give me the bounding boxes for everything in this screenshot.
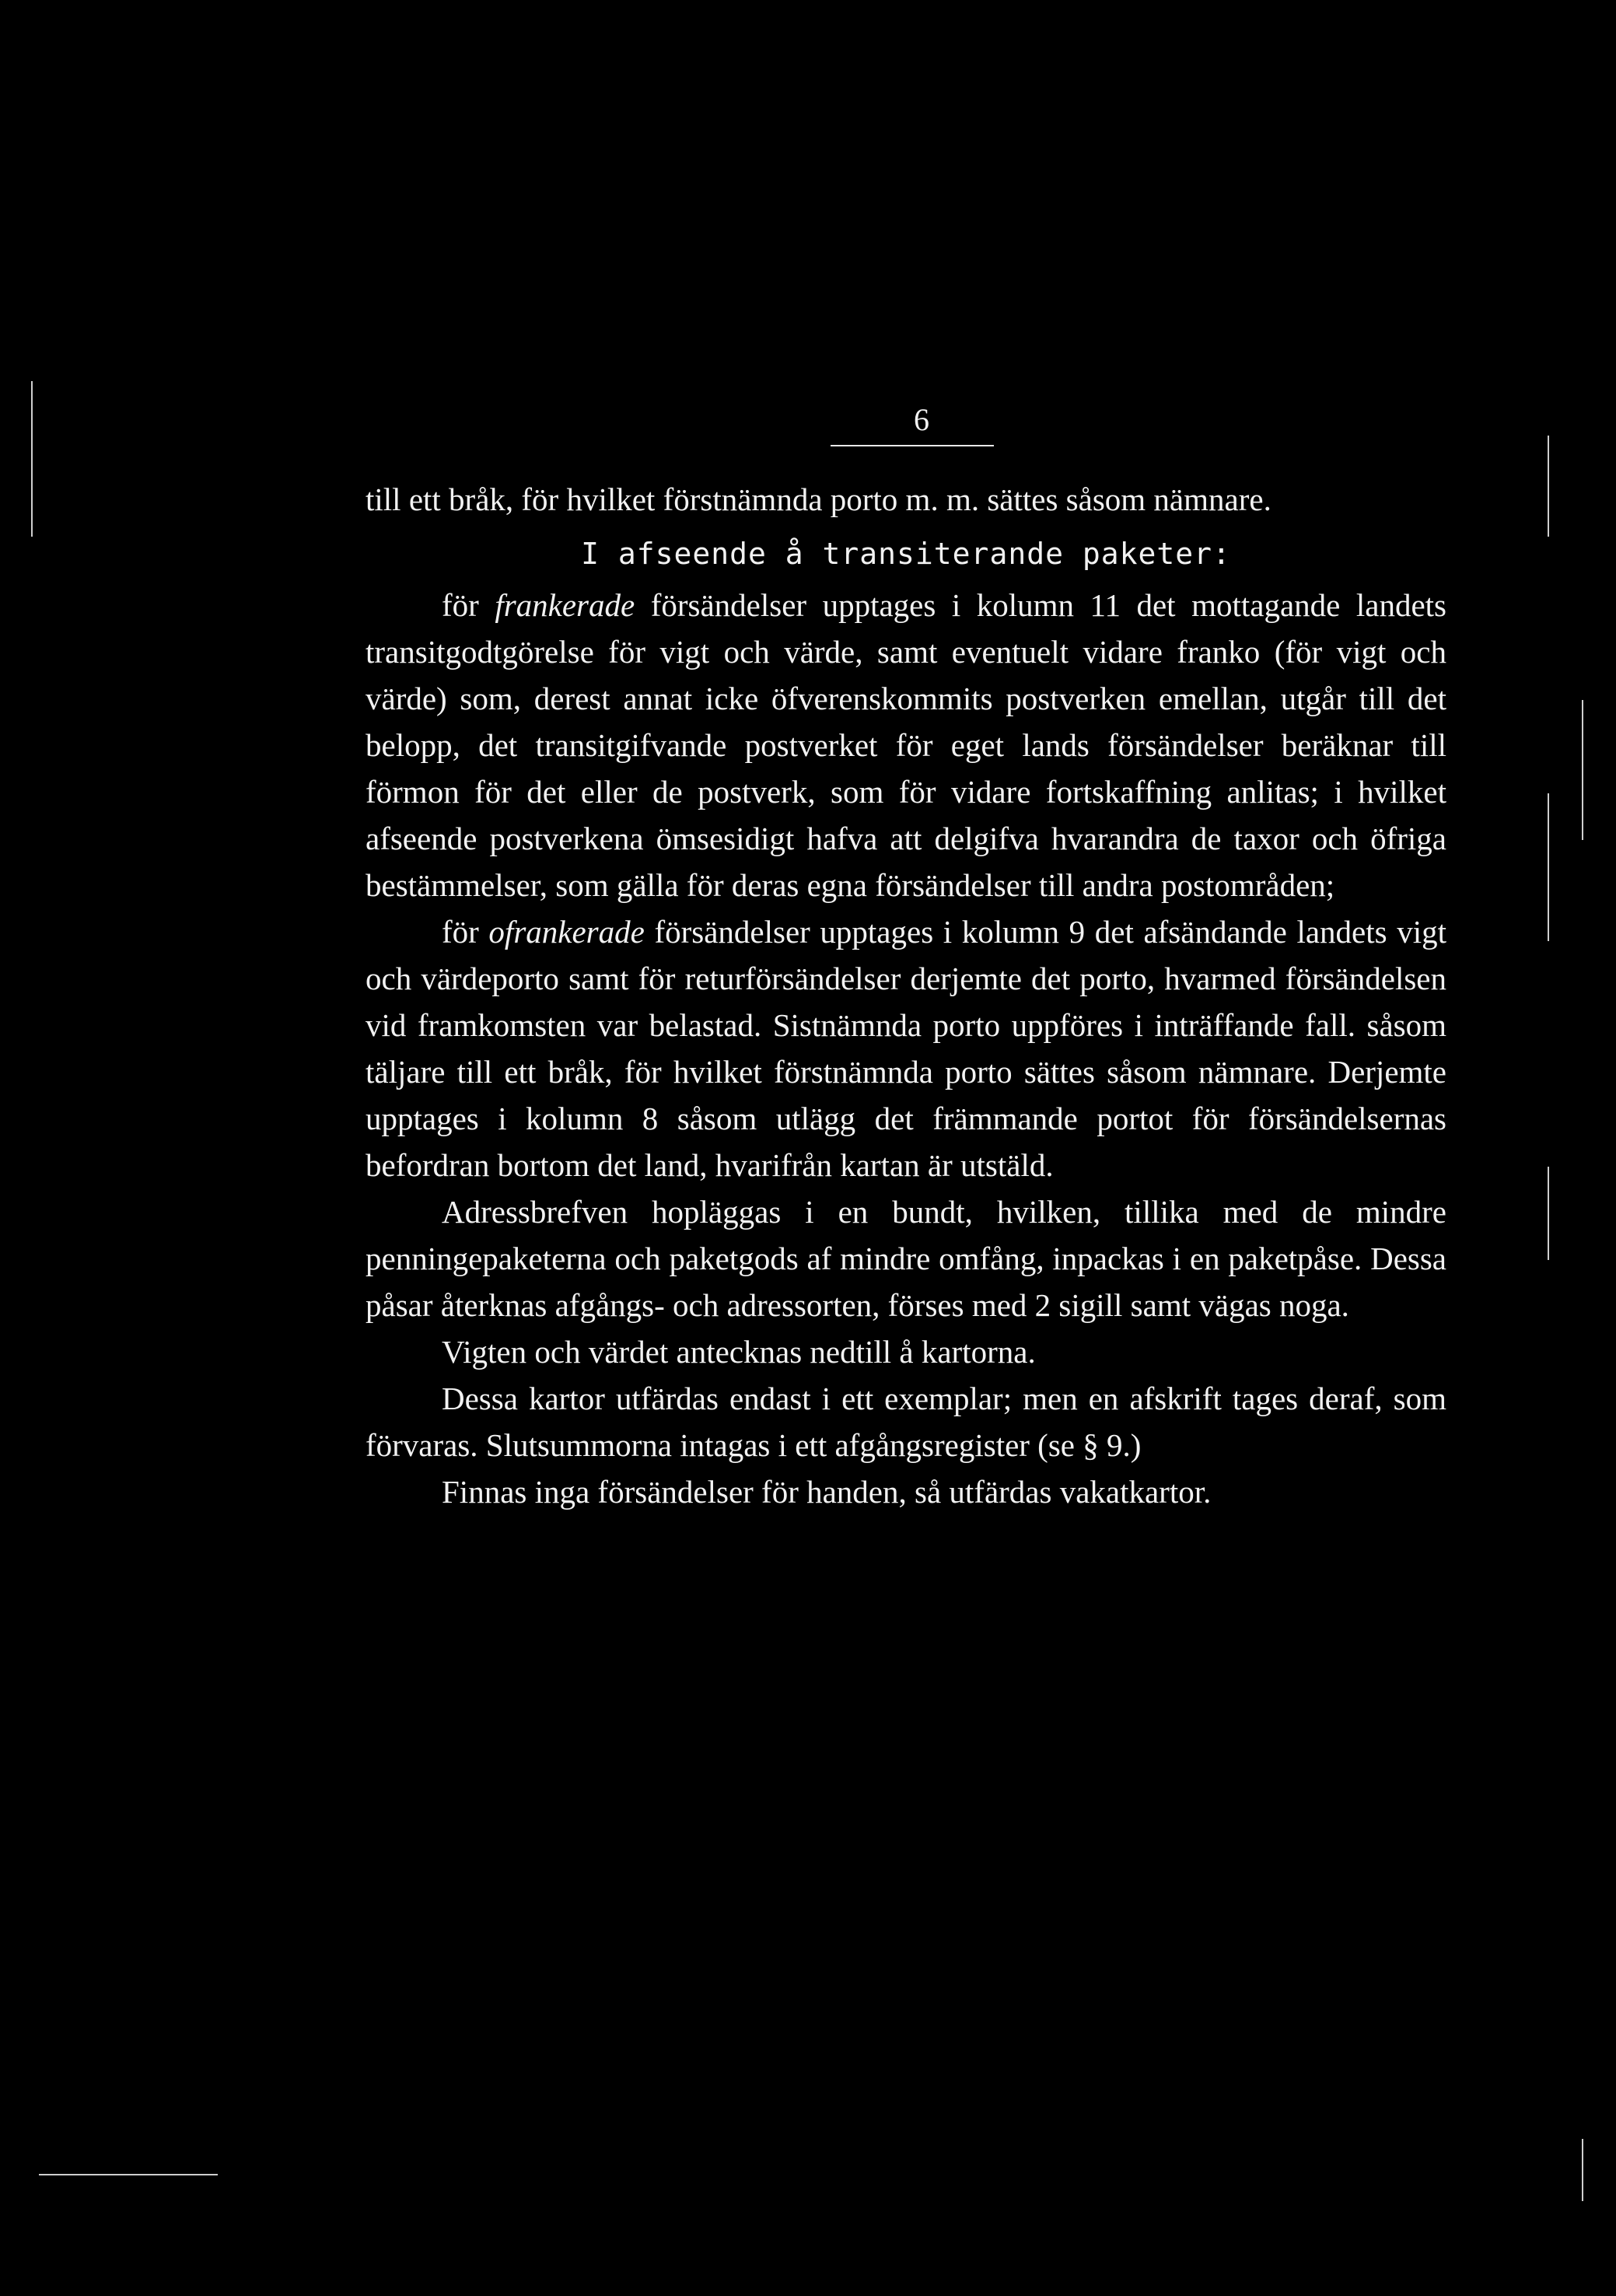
paragraph-text: försändelser upptages i kolumn 9 det afsändande landets vigt och värdeporto samt för returförsändelser derjemte det porto, hvarmed försändelsen vid framkomsten var belastad. Sistnämnda porto uppföres i inträffande fall. såsom täljare till ett bråk, för hvilket förstnämnda porto sättes såsom nämnare. Derjemte upptages i kolumn 8 såsom utlägg det främmande portot för försändelsernas befordran bortom det land, hvarifrån kartan är utstäld. (366, 914, 1446, 1183)
page-number-rule (831, 445, 994, 446)
scan-mark-right-1 (1548, 436, 1549, 537)
scan-mark-right-2 (1582, 700, 1583, 840)
page-number: 6 (914, 402, 929, 437)
paragraph-text: Dessa kartor utfärdas endast i ett exemplar; men en afskrift tages deraf, som förvaras. Slutsummorna intagas i ett afgångsregister (se § 9.) (366, 1381, 1446, 1463)
paragraphs (366, 476, 1446, 1515)
text-block (366, 404, 1446, 1515)
paragraph-text: I afseende å transiterande paketer: (581, 537, 1231, 571)
paragraph-text: till ett bråk, för hvilket förstnämnda porto m. m. sättes såsom nämnare. (366, 481, 1271, 517)
scan-mark-right-3 (1548, 793, 1549, 941)
paragraph-p7 (366, 1375, 1446, 1468)
paragraph-text: Adressbrefven hopläggas i en bundt, hvilken, tillika med de mindre penningepaketerna och paketgods af mindre omfång, inpackas i en paketpåse. Dessa påsar återknas afgångs- och adressorten, förses med 2 sigill samt vägas noga. (366, 1194, 1446, 1323)
paragraph-text: Finnas inga försändelser för handen, så utfärdas vakatkartor. (442, 1474, 1212, 1510)
scan-mark-right-5 (1582, 2139, 1583, 2201)
emphasis-text: frankerade (495, 587, 635, 623)
paragraph-p8 (366, 1468, 1446, 1515)
paragraph-text: för (442, 587, 495, 623)
paragraph-text: försändelser upptages i kolumn 11 det mottagande landets transitgodtgörelse för vigt och värde, samt eventuelt vidare franko (för vigt och värde) som, derest annat icke öfverenskommits postverken emellan, utgår till det belopp, det transitgifvande postverket för eget lands försändelser beräknar till förmon för det eller de postverk, som för vidare fortskaffning anlitas; i hvilket afseende postverkena ömsesidigt hafva att delgifva hvarandra de taxor och öfriga bestämmelser, som gälla för deras egna försändelser till andra postområden; (366, 587, 1446, 903)
scan-mark-bottom (39, 2174, 218, 2175)
scan-mark-left (31, 381, 33, 537)
paragraph-text: Vigten och värdet antecknas nedtill å kartorna. (442, 1334, 1036, 1370)
paragraph-p4 (366, 908, 1446, 1188)
paragraph-text: för (442, 914, 489, 950)
paragraph-p5 (366, 1188, 1446, 1328)
paragraph-p1 (366, 476, 1446, 523)
scan-mark-right-4 (1548, 1167, 1549, 1260)
paragraph-p3 (366, 582, 1446, 908)
emphasis-text: ofrankerade (488, 914, 645, 950)
paragraph-p6 (366, 1328, 1446, 1375)
paragraph-p2 (366, 530, 1446, 577)
